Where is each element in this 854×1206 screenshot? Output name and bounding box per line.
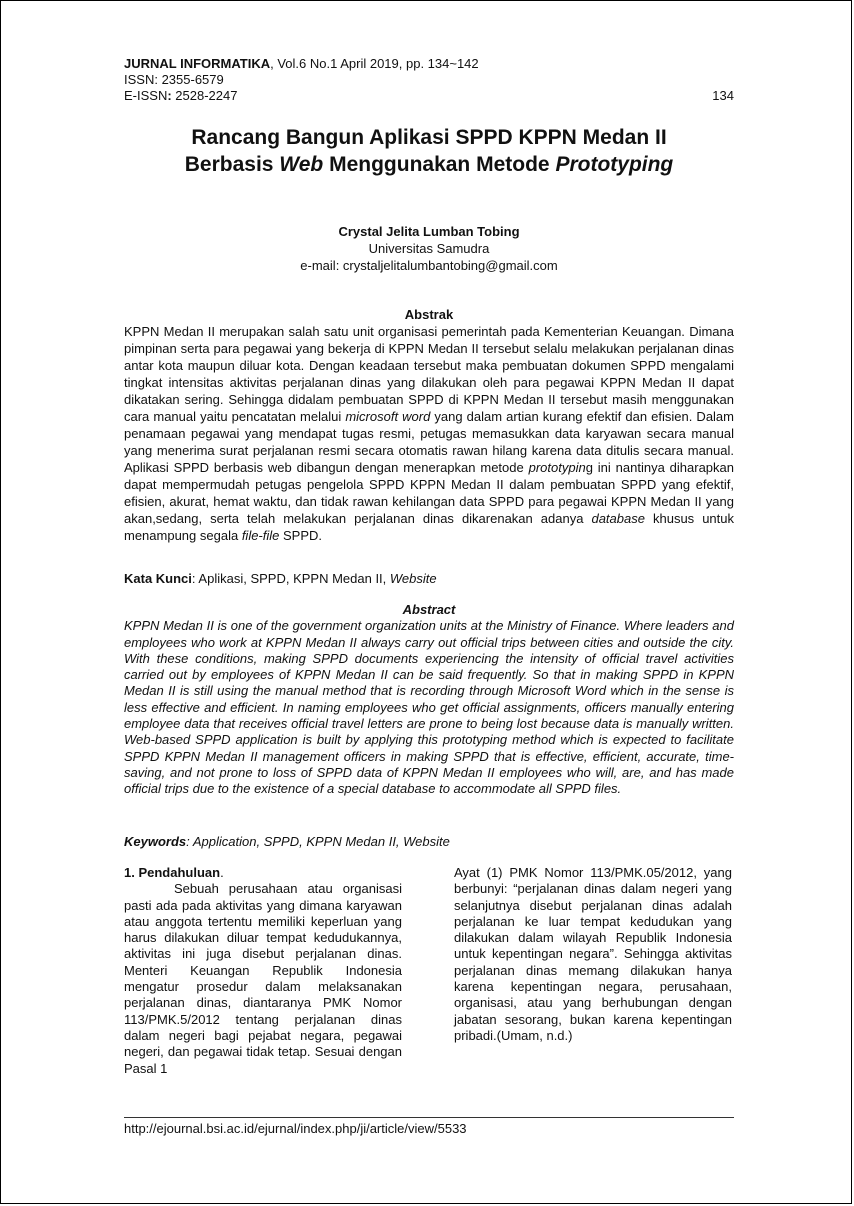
title-part-italic: Prototyping <box>555 153 674 176</box>
eissn-label: E-ISSN <box>124 88 168 103</box>
paper-title <box>124 124 734 178</box>
journal-citation-line <box>124 56 734 72</box>
title-part: Menggunakan Metode <box>323 153 556 176</box>
column-left <box>124 865 402 1077</box>
keywords <box>124 833 734 850</box>
abstrak-italic: prototypin <box>528 460 586 475</box>
abstrak-text: yang dalam artian kurang efektif dan efisien. Dalam penamaan pegawai yang mendapat tugas resmi, petugas memasukkan data karyawan secara manual yang menerima surat perjalanan resmi secara otomatis rawan hilang karena data ditulis secara manual. Aplikasi SPPD berbasis web dibangun dengan menerapkan metode <box>124 409 734 475</box>
section-title: 1. Pendahuluan <box>124 865 221 880</box>
author-block <box>124 223 734 274</box>
column-right <box>454 865 732 1044</box>
eissn-colon: : <box>167 88 172 103</box>
kata-kunci <box>124 570 734 587</box>
title-line-2 <box>124 151 734 178</box>
kata-kunci-label: Kata Kunci <box>124 571 192 586</box>
abstrak-text: KPPN Medan II merupakan salah satu unit organisasi pemerintah pada Kementerian Keuangan. Dimana pimpinan serta para pegawai yang bekerja di KPPN Medan II tersebut selalu melakukan perjalanan dinas antar kota maupun diluar kota. Dengan keadaan tersebut maka pembuatan dokumen SPPD mengalami tingkat intensitas aktivitas perjalanan dinas yang dilakukan oleh para pegawai KPPN Medan II dapat dikatakan sering. Sehingga didalam pembuatan SPPD di KPPN Medan II tersebut masih menggunakan cara manual yaitu pencatatan melalui <box>124 324 734 424</box>
kata-kunci-sep: : <box>191 571 199 586</box>
abstrak-text: khusus untuk menampung segala <box>124 511 735 543</box>
kata-kunci-value-italic: Website <box>389 571 437 586</box>
abstrak-italic: file-file <box>241 528 280 543</box>
intro-paragraph-right: Ayat (1) PMK Nomor 113/PMK.05/2012, yang berbunyi: “perjalanan dinas dalam negeri yang selanjutnya disebut perjalanan dinas adalah perjalanan ke luar tempat kedudukan yang dilakukan dalam wilayah Republik Indonesia untuk kepentingan negara”. Sehingga aktivitas perjalanan dinas memang dilakukan hanya karena kepentingan negara, perusahaan, organisasi, atau yang berhubungan dengan jabatan sesorang, bukan karena kepentingan pribadi.(Umam, n.d.) <box>454 865 732 1043</box>
abstrak-text: SPPD. <box>279 528 323 543</box>
eissn-value: 2528-2247 <box>171 88 238 103</box>
issn: ISSN: 2355-6579 <box>124 72 224 87</box>
journal-header <box>124 56 734 104</box>
abstrak-body <box>124 323 734 544</box>
abstrak-italic: database <box>591 511 645 526</box>
abstrak-section <box>124 306 734 544</box>
intro-paragraph-left: Sebuah perusahaan atau organisasi pasti ada pada aktivitas yang dimana karyawan atau anggota tertentu memiliki keperluan yang harus dilakukan diluar tempat kedudukannya, aktivitas ini juga disebut perjalanan dinas. Menteri Keuangan Republik Indonesia mengatur prosedur dalam melaksanakan perjalanan dinas, diantaranya PMK Nomor 113/PMK.5/2012 tentang perjalanan dinas dalam negeri bagi pejabat negara, pegawai negeri, dan pegawai tidak tetap. Sesuai dengan Pasal 1 <box>124 881 402 1076</box>
page-number: 134 <box>712 88 734 103</box>
abstract-body: KPPN Medan II is one of the government organization units at the Ministry of Finance. Where leaders and employees who work at KPPN Medan II always carry out official trips between cities and outside the city. With these conditions, making SPPD documents experiencing the intensity of official travel activities carried out by employees of KPPN Medan II can be said frequently. So that in making SPPD in KPPN Medan II is still using the manual method that is recording through Microsoft Word which in the sense is less effective and efficient. In naming employees who get official assignments, officers manually entering employee data that receives official travel letters are prone to being lost because data is manually written. Web-based SPPD application is built by applying this prototyping method which is expected to facilitate SPPD KPPN Medan II management officers in making SPPD that is effective, efficient, accurate, time-saving, and not prone to loss of SPPD data of KPPN Medan II employees who will, are, and has made official trips due to the existence of a special database to accommodate all SPPD files. <box>124 618 734 797</box>
author-email[interactable]: e-mail: crystaljelitalumbantobing@gmail.com <box>300 258 558 273</box>
author-name: Crystal Jelita Lumban Tobing <box>338 224 520 239</box>
abstrak-italic: microsoft word <box>345 409 431 424</box>
section-heading <box>124 865 402 881</box>
kata-kunci-value: Aplikasi, SPPD, KPPN Medan II, <box>198 571 390 586</box>
abstrak-text: g ini nantinya diharapkan dapat mempermudah petugas pengelola SPPD KPPN Medan II dalam pembuatan SPPD yang efektif, efisien, akurat, hemat waktu, dan tidak rawan kehilangan data SPPD para pegawai KPPN Medan II yang akan,sedang, serta telah melakukan perjalanan dinas dikarenakan adanya <box>124 460 734 526</box>
title-part-italic: Web <box>279 153 324 176</box>
section-title-dot: . <box>220 865 224 880</box>
journal-name: JURNAL INFORMATIKA <box>124 56 271 71</box>
eissn-line <box>124 88 734 104</box>
author-affiliation: Universitas Samudra <box>368 241 490 256</box>
footer-divider <box>124 1117 734 1118</box>
abstract-section <box>124 602 734 798</box>
footer-url[interactable]: http://ejournal.bsi.ac.id/ejurnal/index.php/ji/article/view/5533 <box>124 1121 467 1136</box>
title-part: Berbasis <box>184 153 280 176</box>
abstract-heading: Abstract <box>402 602 456 617</box>
keywords-label: Keywords <box>124 834 187 849</box>
journal-volume: , Vol.6 No.1 April 2019, pp. 134~142 <box>270 56 479 71</box>
abstrak-heading: Abstrak <box>404 307 454 322</box>
keywords-value: : Application, SPPD, KPPN Medan II, Website <box>186 834 450 849</box>
title-line-1: Rancang Bangun Aplikasi SPPD KPPN Medan II <box>191 126 667 149</box>
